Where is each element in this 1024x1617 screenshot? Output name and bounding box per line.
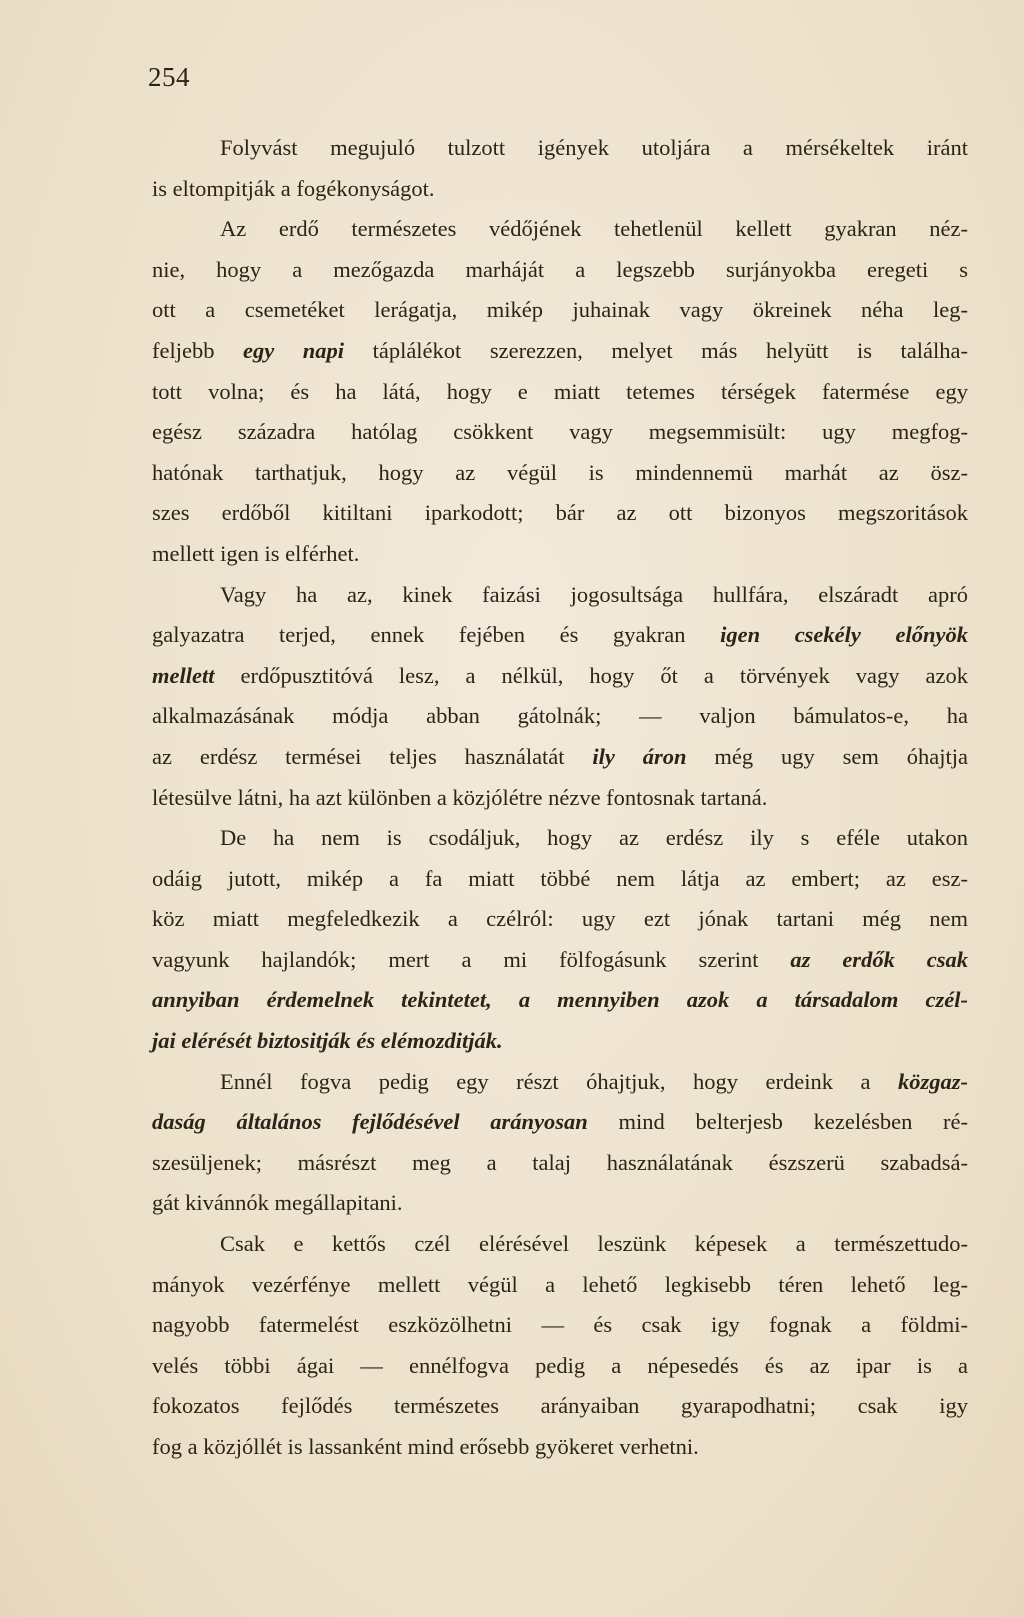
text-line [152,818,968,859]
text-line [152,1346,968,1387]
text-line [152,575,968,616]
text-segment: feljebb [152,337,244,363]
emphasis-text: ily áron [592,743,687,769]
text-line [152,493,968,534]
text-segment: létesülve látni, ha azt különben a közjólétre nézve fontosnak tartaná. [152,784,768,810]
text-segment: Folyvást megujuló tulzott igények utoljára a mérsékeltek iránt [220,135,968,160]
text-segment: odáig jutott, mikép a fa miatt többé nem látja az embert; az esz- [152,865,968,891]
text-segment: is eltompitják a fogékonyságot. [152,175,435,201]
text-segment: szes erdőből kitiltani iparkodott; bár az ott bizonyos megszoritások [152,500,968,526]
text-line [152,1224,968,1265]
text-line [152,1386,968,1427]
text-line [152,696,968,737]
text-segment: Az erdő természetes védőjének tehetlenül kellett gyakran néz- [220,216,968,242]
text-segment: fokozatos fejlődés természetes arányaiban gyarapodhatni; csak igy [152,1393,968,1419]
text-line [152,1102,968,1143]
text-segment: Ennél fogva pedig egy részt óhajtjuk, hogy erdeink a [220,1068,898,1094]
text-segment: még ugy sem óhajtja [686,743,968,769]
text-line [152,372,968,413]
text-segment: vagyunk hajlandók; mert a mi fölfogásunk szerint [152,946,791,972]
emphasis-text: egy napi [243,337,345,363]
page-number: 254 [148,62,190,92]
text-segment: alkalmazásának módja abban gátolnák; — valjon bámulatos-e, ha [152,703,968,729]
text-line [152,980,968,1021]
text-segment: mind belterjesb kezelésben ré- [587,1109,968,1135]
text-line [152,1305,968,1346]
text-line [152,331,968,372]
emphasis-text: annyiban érdemelnek tekintetet, a mennyiben azok a társadalom czél- [152,987,968,1013]
text-line [152,1143,968,1184]
text-segment: nagyobb fatermelést eszközölhetni — és csak igy fognak a földmi- [152,1312,968,1338]
text-line [152,169,968,210]
text-segment: mányok vezérfénye mellett végül a lehető legkisebb téren lehető leg- [152,1271,968,1297]
text-line [152,1021,968,1062]
text-segment: mellett igen is elférhet. [152,540,360,566]
emphasis-text: igen csekély előnyök [720,622,968,648]
text-line [152,940,968,981]
text-line [152,209,968,250]
text-line [152,290,968,331]
text-segment: szesüljenek; másrészt meg a talaj használatának észszerü szabadsá- [152,1149,968,1175]
emphasis-text: mellett [152,662,215,688]
text-line [152,250,968,291]
body-text [152,128,968,1468]
text-segment: ott a csemetéket lerágatja, mikép juhainak vagy ökreinek néha leg- [152,297,968,323]
text-line [152,899,968,940]
text-segment: gát kivánnók megállapitani. [152,1190,403,1216]
text-segment: táplálékot szerezzen, melyet más helyütt is találha- [344,337,968,363]
text-segment: tott volna; és ha látá, hogy e miatt tetemes térségek fatermése egy [152,378,968,404]
text-segment: galyazatra terjed, ennek fejében és gyakran [152,622,721,648]
text-line [152,737,968,778]
text-segment: velés többi ágai — ennélfogva pedig a népesedés és az ipar is a [152,1352,968,1378]
text-segment: hatónak tarthatjuk, hogy az végül is mindennemü marhát az ösz- [152,459,968,485]
text-segment: az erdész termései teljes használatát [152,743,593,769]
text-line [152,1183,968,1224]
emphasis-text: daság általános fejlődésével arányosan [152,1109,588,1135]
text-segment: Csak e kettős czél elérésével leszünk képesek a természettudo- [220,1231,968,1257]
text-line [152,859,968,900]
text-line [152,615,968,656]
text-segment: fog a közjóllét is lassanként mind erősebb gyökeret verhetni. [152,1434,699,1459]
text-segment: egész századra hatólag csökkent vagy megsemmisült: ugy megfog- [152,419,968,445]
text-line [152,656,968,697]
text-line [152,1062,968,1103]
text-line [152,453,968,494]
emphasis-text: közgaz- [897,1068,968,1094]
text-line [152,1427,968,1468]
text-line [152,778,968,819]
text-line [152,412,968,453]
text-line [152,1265,968,1306]
text-segment: köz miatt megfeledkezik a czélról: ugy ezt jónak tartani még nem [152,906,968,932]
emphasis-text: jai elérését biztositják és elémozditják. [152,1028,503,1054]
text-line [152,128,968,169]
text-segment: erdőpusztitóvá lesz, a nélkül, hogy őt a törvények vagy azok [214,662,968,688]
text-segment: De ha nem is csodáljuk, hogy az erdész ily s eféle utakon [220,825,968,851]
text-segment: Vagy ha az, kinek faizási jogosultsága hullfára, elszáradt apró [220,581,968,607]
text-segment: nie, hogy a mezőgazda marháját a legszebb surjányokba eregeti s [152,256,968,282]
emphasis-text: az erdők csak [790,946,968,972]
text-line [152,534,968,575]
